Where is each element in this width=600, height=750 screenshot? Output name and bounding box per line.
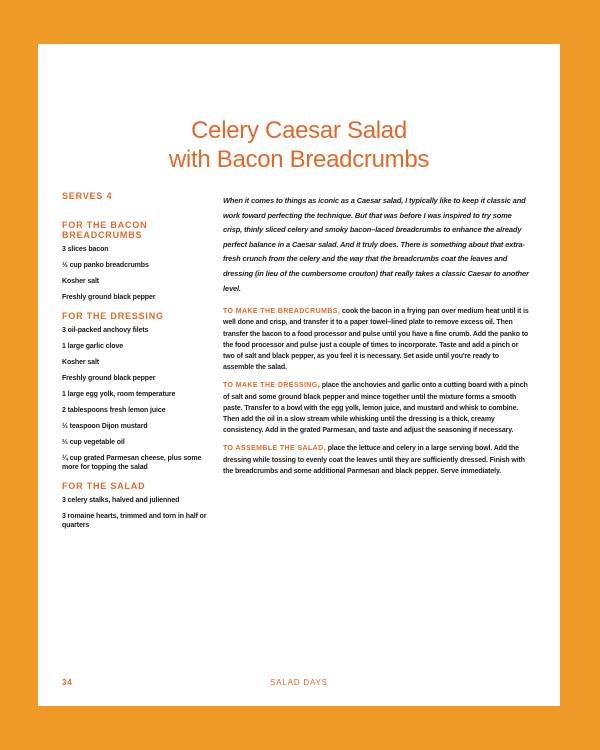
ingredient-item: Kosher salt xyxy=(62,359,100,366)
step-text: place the lettuce and celery in a large serving bowl. Add the dressing while tossing to evenly coat the leaves until they are sufficiently dressed. Finish with the breadcrumbs and some additional Parmesan and black pepper. Serve immediately. xyxy=(223,445,525,475)
ingredient-item: 3 celery stalks, halved and julienned xyxy=(62,497,180,504)
step-dressing xyxy=(223,380,531,436)
section-heading: FOR THE DRESSING xyxy=(62,311,164,321)
ingredient-item: Kosher salt xyxy=(62,278,100,285)
ingredient-item: 1 large egg yolk, room temperature xyxy=(62,391,176,398)
ingredient-item: ⅔ cup vegetable oil xyxy=(62,439,125,446)
ingredient-section-bacon-breadcrumbs xyxy=(62,220,210,302)
ingredient-item: Freshly ground black pepper xyxy=(62,375,156,382)
recipe-title-line-1: Celery Caesar Salad xyxy=(191,117,407,144)
ingredient-item: 3 oil-packed anchovy filets xyxy=(62,327,149,334)
ingredients-sidebar xyxy=(62,191,210,539)
serves-label: SERVES 4 xyxy=(62,191,113,201)
section-heading: FOR THE SALAD xyxy=(62,481,146,491)
ingredient-item: 3 slices bacon xyxy=(62,246,109,253)
step-text: cook the bacon in a frying pan over medium heat until it is well done and crisp, and transfer it to a paper towel–lined plate to remove excess oil. Then transfer the bacon to a food processor and pulse until you have a fine crumb. Add the panko to the food processor and pulse just a couple of times to incorporate. Taste and add a pinch or two of salt and black pepper, as you feel it is necessary. Set aside until you're ready to assemble the salad. xyxy=(223,308,529,372)
step-lead: TO MAKE THE BREADCRUMBS, xyxy=(223,308,341,316)
ingredient-item: 2 tablespoons fresh lemon juice xyxy=(62,407,166,414)
intro-paragraph: When it comes to things as iconic as a Caesar salad, I typically like to keep it classic and work toward perfecting the technique. But that was before I was inspired to try some crisp, thinly sliced celery and smoky bacon–laced breadcrumbs to enhance the already perfect balance in a Caesar salad. And it truly does. There is something about that extra-fresh crunch from the celery and the way that the breadcrumbs coat the leaves and dressing (in lieu of the cumbersome crouton) that really takes a classic Caesar to another level. xyxy=(223,196,529,293)
page-number: 34 xyxy=(62,678,73,687)
ingredient-item: 3 romaine hearts, trimmed and torn in half or quarters xyxy=(62,513,207,529)
recipe-title-line-2: with Bacon Breadcrumbs xyxy=(168,146,430,173)
ingredient-section-dressing xyxy=(62,311,210,472)
recipe-body xyxy=(223,194,531,484)
step-breadcrumbs xyxy=(223,306,531,373)
ingredient-item: Freshly ground black pepper xyxy=(62,294,156,301)
ingredient-item: 1 large garlic clove xyxy=(62,343,124,350)
section-heading: FOR THE BACON BREADCRUMBS xyxy=(62,220,148,240)
ingredient-section-salad xyxy=(62,481,210,530)
recipe-title xyxy=(38,116,560,174)
ingredient-item: ¼ cup grated Parmesan cheese, plus some more for topping the salad xyxy=(62,455,202,471)
ingredient-item: ½ teaspoon Dijon mustard xyxy=(62,423,148,430)
step-text: place the anchovies and garlic onto a cutting board with a pinch of salt and some ground black pepper and mince together until the mixture forms a smooth paste. Transfer to a bowl with the egg yolk, lemon juice, and mustard and whisk to combine. Then add the oil in a slow stream while whisking until the dressing is a thick, creamy consistency. Add in the grated Parmesan, and taste and adjust the seasoning if necessary. xyxy=(223,382,528,435)
step-lead: TO MAKE THE DRESSING, xyxy=(223,382,320,390)
step-lead: TO ASSEMBLE THE SALAD, xyxy=(223,445,326,453)
step-assemble xyxy=(223,443,531,477)
ingredient-item: ½ cup panko breadcrumbs xyxy=(62,262,149,269)
page-footer xyxy=(62,678,536,690)
running-head: SALAD DAYS xyxy=(270,678,328,687)
book-page xyxy=(38,44,560,706)
